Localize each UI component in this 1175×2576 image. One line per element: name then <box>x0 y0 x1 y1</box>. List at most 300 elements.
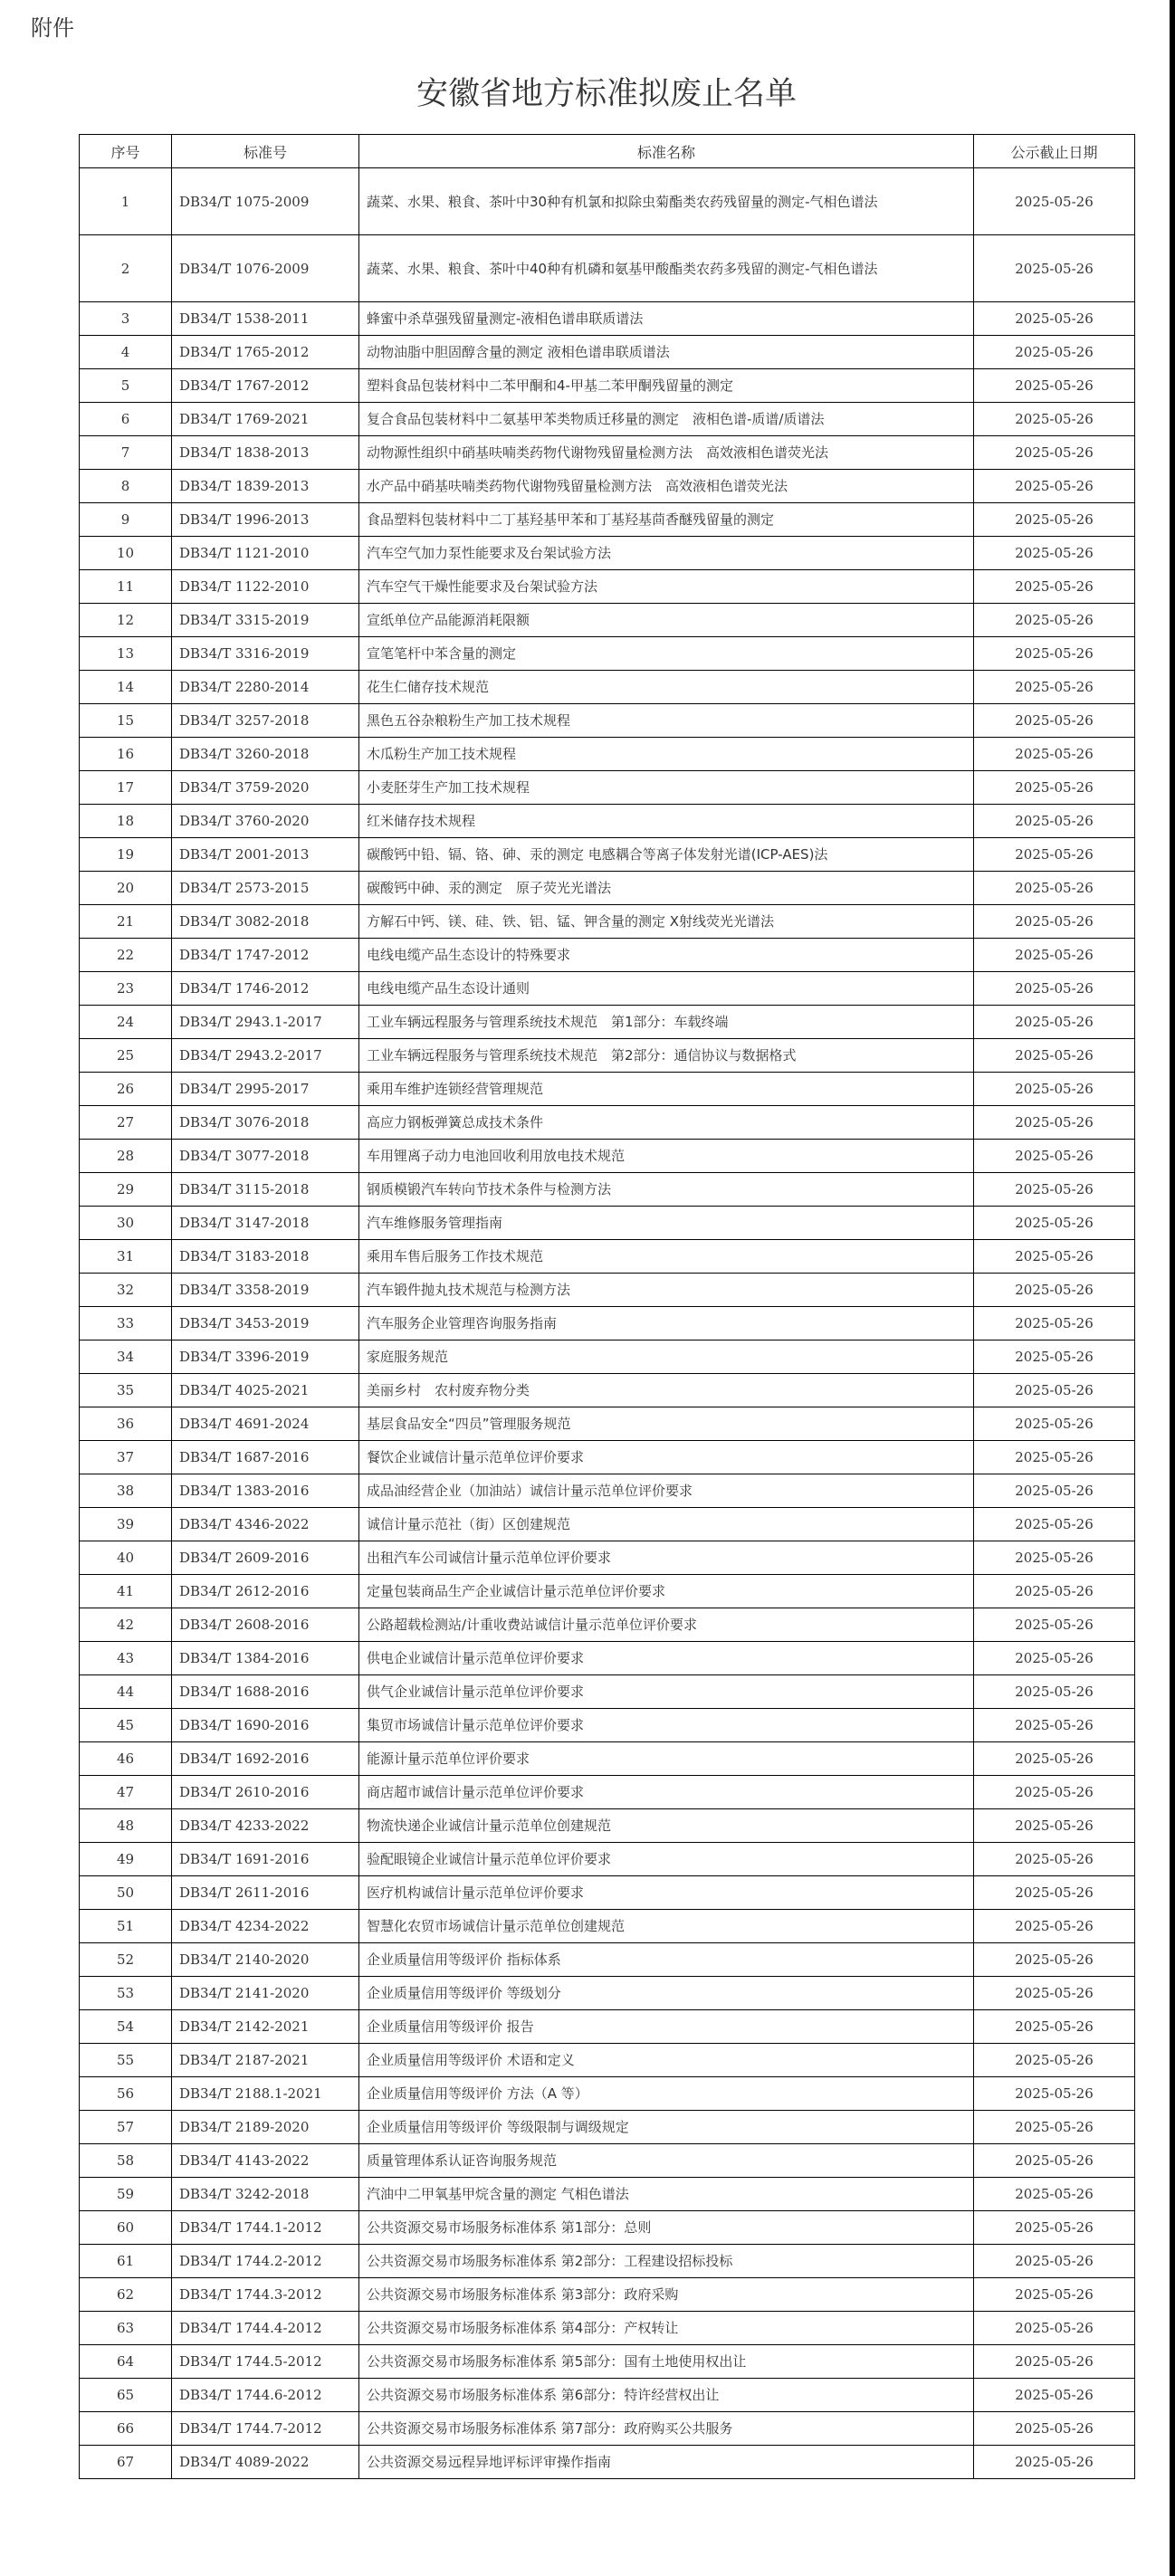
standard-code-cell: DB34/T 2611-2016 <box>172 1876 359 1910</box>
standard-name-cell: 公共资源交易市场服务标准体系 第2部分：工程建设招标投标 <box>359 2245 974 2278</box>
standard-name-cell: 食品塑料包装材料中二丁基羟基甲苯和丁基羟基茴香醚残留量的测定 <box>359 503 974 537</box>
seq-cell: 12 <box>80 604 172 637</box>
deadline-date-cell: 2025-05-26 <box>974 1073 1135 1106</box>
seq-cell: 47 <box>80 1776 172 1809</box>
table-row <box>80 1508 1135 1541</box>
table-row <box>80 2412 1135 2446</box>
standard-name-cell: 能源计量示范单位评价要求 <box>359 1742 974 1776</box>
standard-code-cell: DB34/T 3760-2020 <box>172 805 359 838</box>
standard-code-cell: DB34/T 3316-2019 <box>172 637 359 671</box>
deadline-date-cell: 2025-05-26 <box>974 2278 1135 2312</box>
deadline-date-cell: 2025-05-26 <box>974 1207 1135 1240</box>
table-row <box>80 2345 1135 2379</box>
deadline-date-cell: 2025-05-26 <box>974 2044 1135 2077</box>
deadline-date-cell: 2025-05-26 <box>974 1173 1135 1207</box>
seq-cell: 63 <box>80 2312 172 2345</box>
standard-name-cell: 动物源性组织中硝基呋喃类药物代谢物残留量检测方法 高效液相色谱荧光法 <box>359 436 974 470</box>
deadline-date-cell: 2025-05-26 <box>974 671 1135 704</box>
standard-code-cell: DB34/T 3260-2018 <box>172 738 359 771</box>
deadline-date-cell: 2025-05-26 <box>974 2345 1135 2379</box>
seq-cell: 41 <box>80 1575 172 1608</box>
table-row <box>80 2111 1135 2144</box>
standard-name-cell: 碳酸钙中砷、汞的测定 原子荧光光谱法 <box>359 872 974 905</box>
table-row <box>80 671 1135 704</box>
deadline-date-cell: 2025-05-26 <box>974 436 1135 470</box>
table-row <box>80 1575 1135 1608</box>
standard-name-cell: 供气企业诚信计量示范单位评价要求 <box>359 1675 974 1709</box>
deadline-date-cell: 2025-05-26 <box>974 1809 1135 1843</box>
table-row <box>80 2245 1135 2278</box>
table-row <box>80 2278 1135 2312</box>
standard-name-cell: 电线电缆产品生态设计通则 <box>359 972 974 1006</box>
standard-code-cell: DB34/T 1746-2012 <box>172 972 359 1006</box>
deadline-date-cell: 2025-05-26 <box>974 704 1135 738</box>
standard-name-cell: 红米储存技术规程 <box>359 805 974 838</box>
deadline-date-cell: 2025-05-26 <box>974 2111 1135 2144</box>
standard-code-cell: DB34/T 1769-2021 <box>172 403 359 436</box>
standard-name-cell: 供电企业诚信计量示范单位评价要求 <box>359 1642 974 1675</box>
standard-code-cell: DB34/T 2573-2015 <box>172 872 359 905</box>
deadline-date-cell: 2025-05-26 <box>974 604 1135 637</box>
deadline-date-cell: 2025-05-26 <box>974 1742 1135 1776</box>
seq-cell: 50 <box>80 1876 172 1910</box>
standard-code-cell: DB34/T 3183-2018 <box>172 1240 359 1274</box>
table-row <box>80 2312 1135 2345</box>
table-row <box>80 1910 1135 1943</box>
standard-name-cell: 公路超载检测站/计重收费站诚信计量示范单位评价要求 <box>359 1608 974 1642</box>
seq-cell: 6 <box>80 403 172 436</box>
table-row <box>80 771 1135 805</box>
seq-cell: 24 <box>80 1006 172 1039</box>
deadline-date-cell: 2025-05-26 <box>974 1474 1135 1508</box>
seq-cell: 33 <box>80 1307 172 1340</box>
seq-cell: 60 <box>80 2211 172 2245</box>
deadline-date-cell: 2025-05-26 <box>974 2245 1135 2278</box>
standard-code-cell: DB34/T 3257-2018 <box>172 704 359 738</box>
deadline-date-cell: 2025-05-26 <box>974 1675 1135 1709</box>
deadline-date-cell: 2025-05-26 <box>974 336 1135 369</box>
standard-name-cell: 商店超市诚信计量示范单位评价要求 <box>359 1776 974 1809</box>
standard-code-cell: DB34/T 3242-2018 <box>172 2178 359 2211</box>
page-title: 安徽省地方标准拟废止名单 <box>416 76 797 112</box>
seq-cell: 36 <box>80 1407 172 1441</box>
seq-cell: 59 <box>80 2178 172 2211</box>
deadline-date-cell: 2025-05-26 <box>974 1776 1135 1809</box>
standard-name-cell: 企业质量信用等级评价 指标体系 <box>359 1943 974 1977</box>
deadline-date-cell: 2025-05-26 <box>974 369 1135 403</box>
standard-name-cell: 汽车锻件抛丸技术规范与检测方法 <box>359 1274 974 1307</box>
standard-code-cell: DB34/T 3315-2019 <box>172 604 359 637</box>
standard-code-cell: DB34/T 2609-2016 <box>172 1541 359 1575</box>
standard-name-cell: 电线电缆产品生态设计的特殊要求 <box>359 939 974 972</box>
table-row <box>80 1207 1135 1240</box>
seq-cell: 3 <box>80 302 172 336</box>
standard-name-cell: 家庭服务规范 <box>359 1340 974 1374</box>
standard-code-cell: DB34/T 2280-2014 <box>172 671 359 704</box>
standard-name-cell: 复合食品包装材料中二氨基甲苯类物质迁移量的测定 液相色谱-质谱/质谱法 <box>359 403 974 436</box>
seq-cell: 46 <box>80 1742 172 1776</box>
table-row <box>80 1977 1135 2010</box>
deadline-date-cell: 2025-05-26 <box>974 2446 1135 2479</box>
seq-cell: 18 <box>80 805 172 838</box>
table-row <box>80 1140 1135 1173</box>
standard-code-cell: DB34/T 2943.2-2017 <box>172 1039 359 1073</box>
deadline-date-cell: 2025-05-26 <box>974 570 1135 604</box>
seq-cell: 31 <box>80 1240 172 1274</box>
table-row <box>80 1675 1135 1709</box>
deadline-date-cell: 2025-05-26 <box>974 637 1135 671</box>
deadline-date-cell: 2025-05-26 <box>974 503 1135 537</box>
deadline-date-cell: 2025-05-26 <box>974 2077 1135 2111</box>
seq-cell: 44 <box>80 1675 172 1709</box>
seq-cell: 17 <box>80 771 172 805</box>
seq-cell: 32 <box>80 1274 172 1307</box>
deadline-date-cell: 2025-05-26 <box>974 2379 1135 2412</box>
table-row <box>80 1039 1135 1073</box>
standard-code-cell: DB34/T 1122-2010 <box>172 570 359 604</box>
table-row <box>80 2211 1135 2245</box>
standard-name-cell: 水产品中硝基呋喃类药物代谢物残留量检测方法 高效液相色谱荧光法 <box>359 470 974 503</box>
standard-name-cell: 蔬菜、水果、粮食、茶叶中30种有机氯和拟除虫菊酯类农药残留量的测定-气相色谱法 <box>359 168 974 235</box>
standards-table <box>79 134 1135 2479</box>
deadline-date-cell: 2025-05-26 <box>974 872 1135 905</box>
standard-name-cell: 美丽乡村 农村废弃物分类 <box>359 1374 974 1407</box>
standard-name-cell: 成品油经营企业（加油站）诚信计量示范单位评价要求 <box>359 1474 974 1508</box>
seq-cell: 9 <box>80 503 172 537</box>
table-row <box>80 1006 1135 1039</box>
table-row <box>80 168 1135 235</box>
standard-name-cell: 企业质量信用等级评价 术语和定义 <box>359 2044 974 2077</box>
standard-name-cell: 乘用车售后服务工作技术规范 <box>359 1240 974 1274</box>
table-row <box>80 872 1135 905</box>
standard-name-cell: 黑色五谷杂粮粉生产加工技术规程 <box>359 704 974 738</box>
table-row <box>80 1073 1135 1106</box>
seq-cell: 61 <box>80 2245 172 2278</box>
deadline-date-cell: 2025-05-26 <box>974 838 1135 872</box>
table-row <box>80 1642 1135 1675</box>
deadline-date-cell: 2025-05-26 <box>974 1843 1135 1876</box>
standard-code-cell: DB34/T 3077-2018 <box>172 1140 359 1173</box>
seq-cell: 48 <box>80 1809 172 1843</box>
seq-cell: 2 <box>80 235 172 302</box>
standard-code-cell: DB34/T 1121-2010 <box>172 537 359 570</box>
deadline-date-cell: 2025-05-26 <box>974 1407 1135 1441</box>
table-row <box>80 805 1135 838</box>
seq-cell: 66 <box>80 2412 172 2446</box>
standard-name-cell: 企业质量信用等级评价 报告 <box>359 2010 974 2044</box>
standard-name-cell: 乘用车维护连锁经营管理规范 <box>359 1073 974 1106</box>
table-row <box>80 1809 1135 1843</box>
standard-code-cell: DB34/T 1384-2016 <box>172 1642 359 1675</box>
seq-cell: 20 <box>80 872 172 905</box>
deadline-date-cell: 2025-05-26 <box>974 1508 1135 1541</box>
standard-name-cell: 公共资源交易远程异地评标评审操作指南 <box>359 2446 974 2479</box>
table-row <box>80 704 1135 738</box>
standard-code-cell: DB34/T 1692-2016 <box>172 1742 359 1776</box>
table-row <box>80 1106 1135 1140</box>
deadline-date-cell: 2025-05-26 <box>974 1541 1135 1575</box>
standard-name-cell: 公共资源交易市场服务标准体系 第4部分：产权转让 <box>359 2312 974 2345</box>
standard-code-cell: DB34/T 1765-2012 <box>172 336 359 369</box>
standard-name-cell: 企业质量信用等级评价 方法（A 等） <box>359 2077 974 2111</box>
deadline-date-cell: 2025-05-26 <box>974 1910 1135 1943</box>
table-row <box>80 905 1135 939</box>
seq-cell: 53 <box>80 1977 172 2010</box>
standard-code-cell: DB34/T 1839-2013 <box>172 470 359 503</box>
standard-code-cell: DB34/T 2001-2013 <box>172 838 359 872</box>
deadline-date-cell: 2025-05-26 <box>974 168 1135 235</box>
standard-code-cell: DB34/T 2142-2021 <box>172 2010 359 2044</box>
seq-cell: 26 <box>80 1073 172 1106</box>
standard-name-cell: 高应力钢板弹簧总成技术条件 <box>359 1106 974 1140</box>
deadline-date-cell: 2025-05-26 <box>974 1575 1135 1608</box>
table-row <box>80 1307 1135 1340</box>
deadline-date-cell: 2025-05-26 <box>974 1140 1135 1173</box>
standard-name-cell: 企业质量信用等级评价 等级划分 <box>359 1977 974 2010</box>
standard-code-cell: DB34/T 2610-2016 <box>172 1776 359 1809</box>
seq-cell: 54 <box>80 2010 172 2044</box>
table-row <box>80 2446 1135 2479</box>
seq-cell: 25 <box>80 1039 172 1073</box>
standard-code-cell: DB34/T 1744.1-2012 <box>172 2211 359 2245</box>
seq-cell: 62 <box>80 2278 172 2312</box>
standard-name-cell: 公共资源交易市场服务标准体系 第1部分：总则 <box>359 2211 974 2245</box>
deadline-date-cell: 2025-05-26 <box>974 2312 1135 2345</box>
standard-name-cell: 塑料食品包装材料中二苯甲酮和4-甲基二苯甲酮残留量的测定 <box>359 369 974 403</box>
deadline-date-cell: 2025-05-26 <box>974 1709 1135 1742</box>
table-row <box>80 1943 1135 1977</box>
standard-code-cell: DB34/T 3115-2018 <box>172 1173 359 1207</box>
standard-code-cell: DB34/T 1538-2011 <box>172 302 359 336</box>
seq-cell: 27 <box>80 1106 172 1140</box>
standard-code-cell: DB34/T 3396-2019 <box>172 1340 359 1374</box>
deadline-date-cell: 2025-05-26 <box>974 1441 1135 1474</box>
table-row <box>80 470 1135 503</box>
table-row <box>80 2178 1135 2211</box>
standard-code-cell: DB34/T 1690-2016 <box>172 1709 359 1742</box>
standard-code-cell: DB34/T 3147-2018 <box>172 1207 359 1240</box>
standard-code-cell: DB34/T 1744.3-2012 <box>172 2278 359 2312</box>
standard-code-cell: DB34/T 2608-2016 <box>172 1608 359 1642</box>
standard-name-cell: 基层食品安全“四员”管理服务规范 <box>359 1407 974 1441</box>
seq-cell: 29 <box>80 1173 172 1207</box>
right-edge-bar <box>1170 0 1175 2576</box>
standard-code-cell: DB34/T 4346-2022 <box>172 1508 359 1541</box>
deadline-date-cell: 2025-05-26 <box>974 1307 1135 1340</box>
table-row <box>80 1742 1135 1776</box>
deadline-date-cell: 2025-05-26 <box>974 1876 1135 1910</box>
standard-name-cell: 公共资源交易市场服务标准体系 第7部分：政府购买公共服务 <box>359 2412 974 2446</box>
standard-code-cell: DB34/T 1691-2016 <box>172 1843 359 1876</box>
deadline-date-cell: 2025-05-26 <box>974 1274 1135 1307</box>
standard-name-cell: 质量管理体系认证咨询服务规范 <box>359 2144 974 2178</box>
table-row <box>80 1474 1135 1508</box>
table-row <box>80 1173 1135 1207</box>
table-row <box>80 336 1135 369</box>
table-row <box>80 637 1135 671</box>
header-date: 公示截止日期 <box>974 135 1135 168</box>
standard-name-cell: 汽车维修服务管理指南 <box>359 1207 974 1240</box>
standard-code-cell: DB34/T 1838-2013 <box>172 436 359 470</box>
standard-code-cell: DB34/T 1767-2012 <box>172 369 359 403</box>
deadline-date-cell: 2025-05-26 <box>974 470 1135 503</box>
seq-cell: 5 <box>80 369 172 403</box>
standard-name-cell: 工业车辆远程服务与管理系统技术规范 第1部分：车载终端 <box>359 1006 974 1039</box>
standard-name-cell: 公共资源交易市场服务标准体系 第6部分：特许经营权出让 <box>359 2379 974 2412</box>
table-row <box>80 2077 1135 2111</box>
seq-cell: 1 <box>80 168 172 235</box>
standard-code-cell: DB34/T 2943.1-2017 <box>172 1006 359 1039</box>
seq-cell: 58 <box>80 2144 172 2178</box>
standard-name-cell: 物流快递企业诚信计量示范单位创建规范 <box>359 1809 974 1843</box>
deadline-date-cell: 2025-05-26 <box>974 302 1135 336</box>
standard-code-cell: DB34/T 4025-2021 <box>172 1374 359 1407</box>
standard-code-cell: DB34/T 4233-2022 <box>172 1809 359 1843</box>
table-header-row <box>80 135 1135 168</box>
seq-cell: 67 <box>80 2446 172 2479</box>
standard-name-cell: 汽油中二甲氧基甲烷含量的测定 气相色谱法 <box>359 2178 974 2211</box>
deadline-date-cell: 2025-05-26 <box>974 1977 1135 2010</box>
seq-cell: 13 <box>80 637 172 671</box>
standard-name-cell: 集贸市场诚信计量示范单位评价要求 <box>359 1709 974 1742</box>
table-row <box>80 302 1135 336</box>
standard-code-cell: DB34/T 3358-2019 <box>172 1274 359 1307</box>
standard-name-cell: 动物油脂中胆固醇含量的测定 液相色谱串联质谱法 <box>359 336 974 369</box>
standard-name-cell: 验配眼镜企业诚信计量示范单位评价要求 <box>359 1843 974 1876</box>
seq-cell: 30 <box>80 1207 172 1240</box>
standard-name-cell: 汽车空气加力泵性能要求及台架试验方法 <box>359 537 974 570</box>
standard-code-cell: DB34/T 1744.6-2012 <box>172 2379 359 2412</box>
standard-code-cell: DB34/T 1747-2012 <box>172 939 359 972</box>
seq-cell: 52 <box>80 1943 172 1977</box>
standard-name-cell: 钢质模锻汽车转向节技术条件与检测方法 <box>359 1173 974 1207</box>
table-row <box>80 1441 1135 1474</box>
deadline-date-cell: 2025-05-26 <box>974 2412 1135 2446</box>
deadline-date-cell: 2025-05-26 <box>974 1039 1135 1073</box>
deadline-date-cell: 2025-05-26 <box>974 771 1135 805</box>
standard-name-cell: 蜂蜜中杀草强残留量测定-液相色谱串联质谱法 <box>359 302 974 336</box>
table-row <box>80 604 1135 637</box>
standard-name-cell: 工业车辆远程服务与管理系统技术规范 第2部分：通信协议与数据格式 <box>359 1039 974 1073</box>
table-row <box>80 369 1135 403</box>
standard-name-cell: 餐饮企业诚信计量示范单位评价要求 <box>359 1441 974 1474</box>
table-row <box>80 1776 1135 1809</box>
table-row <box>80 1240 1135 1274</box>
table-row <box>80 403 1135 436</box>
standard-code-cell: DB34/T 3759-2020 <box>172 771 359 805</box>
deadline-date-cell: 2025-05-26 <box>974 1642 1135 1675</box>
seq-cell: 16 <box>80 738 172 771</box>
seq-cell: 57 <box>80 2111 172 2144</box>
seq-cell: 10 <box>80 537 172 570</box>
deadline-date-cell: 2025-05-26 <box>974 2010 1135 2044</box>
deadline-date-cell: 2025-05-26 <box>974 1006 1135 1039</box>
deadline-date-cell: 2025-05-26 <box>974 1340 1135 1374</box>
standard-code-cell: DB34/T 1075-2009 <box>172 168 359 235</box>
table-row <box>80 1340 1135 1374</box>
seq-cell: 22 <box>80 939 172 972</box>
standard-name-cell: 公共资源交易市场服务标准体系 第5部分：国有土地使用权出让 <box>359 2345 974 2379</box>
table-row <box>80 1876 1135 1910</box>
standard-name-cell: 医疗机构诚信计量示范单位评价要求 <box>359 1876 974 1910</box>
table-row <box>80 2010 1135 2044</box>
standard-code-cell: DB34/T 1076-2009 <box>172 235 359 302</box>
seq-cell: 43 <box>80 1642 172 1675</box>
deadline-date-cell: 2025-05-26 <box>974 2144 1135 2178</box>
standard-code-cell: DB34/T 3082-2018 <box>172 905 359 939</box>
standard-name-cell: 方解石中钙、镁、硅、铁、铝、锰、钾含量的测定 X射线荧光光谱法 <box>359 905 974 939</box>
standard-name-cell: 企业质量信用等级评价 等级限制与调级规定 <box>359 2111 974 2144</box>
table-row <box>80 1541 1135 1575</box>
standard-name-cell: 木瓜粉生产加工技术规程 <box>359 738 974 771</box>
deadline-date-cell: 2025-05-26 <box>974 537 1135 570</box>
standard-code-cell: DB34/T 1996-2013 <box>172 503 359 537</box>
standard-code-cell: DB34/T 2187-2021 <box>172 2044 359 2077</box>
standard-code-cell: DB34/T 1687-2016 <box>172 1441 359 1474</box>
seq-cell: 14 <box>80 671 172 704</box>
standard-name-cell: 汽车空气干燥性能要求及台架试验方法 <box>359 570 974 604</box>
table-row <box>80 436 1135 470</box>
seq-cell: 55 <box>80 2044 172 2077</box>
standard-code-cell: DB34/T 4089-2022 <box>172 2446 359 2479</box>
standard-code-cell: DB34/T 1383-2016 <box>172 1474 359 1508</box>
seq-cell: 23 <box>80 972 172 1006</box>
deadline-date-cell: 2025-05-26 <box>974 939 1135 972</box>
table-row <box>80 503 1135 537</box>
standard-name-cell: 蔬菜、水果、粮食、茶叶中40种有机磷和氨基甲酸酯类农药多残留的测定-气相色谱法 <box>359 235 974 302</box>
standard-code-cell: DB34/T 4143-2022 <box>172 2144 359 2178</box>
seq-cell: 21 <box>80 905 172 939</box>
deadline-date-cell: 2025-05-26 <box>974 2211 1135 2245</box>
deadline-date-cell: 2025-05-26 <box>974 972 1135 1006</box>
standard-code-cell: DB34/T 1688-2016 <box>172 1675 359 1709</box>
standard-code-cell: DB34/T 2188.1-2021 <box>172 2077 359 2111</box>
deadline-date-cell: 2025-05-26 <box>974 1374 1135 1407</box>
table-row <box>80 2044 1135 2077</box>
standard-name-cell: 车用锂离子动力电池回收利用放电技术规范 <box>359 1140 974 1173</box>
header-seq: 序号 <box>80 135 172 168</box>
table-body <box>80 168 1135 2479</box>
header-code: 标准号 <box>172 135 359 168</box>
seq-cell: 39 <box>80 1508 172 1541</box>
seq-cell: 4 <box>80 336 172 369</box>
table-row <box>80 838 1135 872</box>
seq-cell: 35 <box>80 1374 172 1407</box>
header-name: 标准名称 <box>359 135 974 168</box>
standard-name-cell: 汽车服务企业管理咨询服务指南 <box>359 1307 974 1340</box>
table-row <box>80 1374 1135 1407</box>
seq-cell: 37 <box>80 1441 172 1474</box>
seq-cell: 51 <box>80 1910 172 1943</box>
seq-cell: 11 <box>80 570 172 604</box>
seq-cell: 45 <box>80 1709 172 1742</box>
standard-name-cell: 定量包装商品生产企业诚信计量示范单位评价要求 <box>359 1575 974 1608</box>
standard-code-cell: DB34/T 1744.7-2012 <box>172 2412 359 2446</box>
attachment-label: 附件 <box>31 15 74 41</box>
standard-code-cell: DB34/T 1744.5-2012 <box>172 2345 359 2379</box>
deadline-date-cell: 2025-05-26 <box>974 738 1135 771</box>
seq-cell: 15 <box>80 704 172 738</box>
seq-cell: 42 <box>80 1608 172 1642</box>
deadline-date-cell: 2025-05-26 <box>974 905 1135 939</box>
table-row <box>80 2144 1135 2178</box>
standard-code-cell: DB34/T 2612-2016 <box>172 1575 359 1608</box>
standard-name-cell: 花生仁储存技术规范 <box>359 671 974 704</box>
seq-cell: 19 <box>80 838 172 872</box>
deadline-date-cell: 2025-05-26 <box>974 1106 1135 1140</box>
table-row <box>80 1274 1135 1307</box>
deadline-date-cell: 2025-05-26 <box>974 805 1135 838</box>
